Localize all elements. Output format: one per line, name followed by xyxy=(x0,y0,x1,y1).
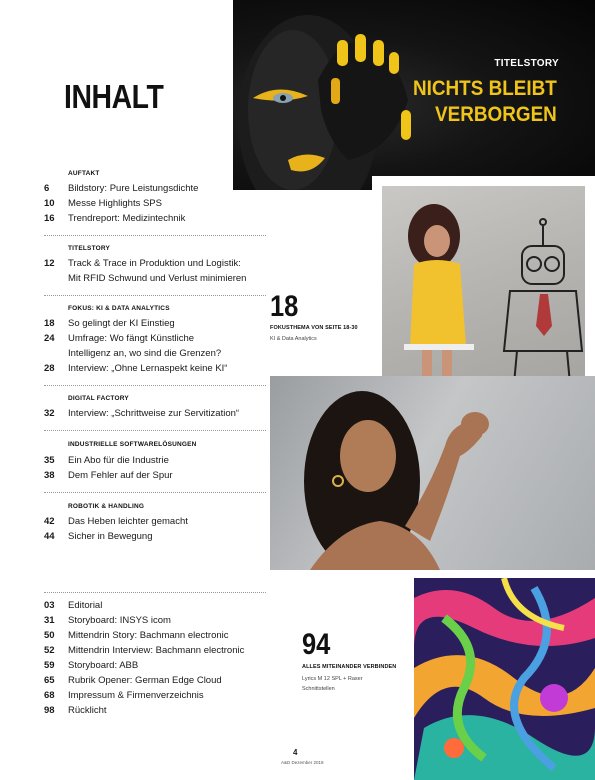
woman-flexing-illustration xyxy=(270,376,595,570)
cover-kicker: TITELSTORY xyxy=(494,58,559,69)
section-head-digital-factory: DIGITAL FACTORY xyxy=(68,395,129,402)
focus-label-18: FOKUSTHEMA VON SEITE 18-30 xyxy=(270,325,358,331)
page-number: 68 xyxy=(44,690,55,701)
entry-title: Interview: „Schrittweise zur Servitization“ xyxy=(68,408,240,419)
toc-entry[interactable] xyxy=(44,361,227,376)
folio-page-number: 4 xyxy=(293,748,298,757)
page-number: 42 xyxy=(44,516,55,527)
section-head-robotik: ROBOTIK & HANDLING xyxy=(68,503,145,510)
entry-title: Trendreport: Medizintechnik xyxy=(68,213,186,224)
entry-title: Messe Highlights SPS xyxy=(68,198,162,209)
rubrik-entry[interactable] xyxy=(44,598,102,613)
rubrik-entry[interactable] xyxy=(44,658,138,673)
entry-title: Mittendrin Interview: Bachmann electronic xyxy=(68,645,245,656)
page-number: 38 xyxy=(44,470,55,481)
page-number: 50 xyxy=(44,630,55,641)
divider xyxy=(44,235,266,236)
entry-title: Dem Fehler auf der Spur xyxy=(68,470,173,481)
divider xyxy=(44,295,266,296)
toc-entry[interactable] xyxy=(44,406,239,421)
robot-photo-frame xyxy=(382,186,585,386)
focus-sub-18: KI & Data Analytics xyxy=(270,336,317,342)
entry-title: Sicher in Bewegung xyxy=(68,531,153,542)
divider xyxy=(44,492,266,493)
entry-title: Umfrage: Wo fängt Künstliche xyxy=(68,333,195,344)
page-number: 35 xyxy=(44,455,55,466)
entry-title: Storyboard: ABB xyxy=(68,660,139,671)
toc-entry[interactable] xyxy=(44,211,185,226)
page-number: 24 xyxy=(44,333,55,344)
entry-title: Das Heben leichter gemacht xyxy=(68,516,188,527)
entry-title: Bildstory: Pure Leistungsdichte xyxy=(68,183,199,194)
toc-entry[interactable] xyxy=(44,529,153,544)
rubrik-entry[interactable] xyxy=(44,673,222,688)
entry-title: Impressum & Firmenverzeichnis xyxy=(68,690,204,701)
page-title: INHALT xyxy=(64,78,164,115)
cover-headline-line1: NICHTS BLEIBT xyxy=(413,77,557,100)
cover-image[interactable] xyxy=(233,0,595,190)
page-number: 52 xyxy=(44,645,55,656)
toc-entry[interactable] xyxy=(44,256,241,271)
page-number: 31 xyxy=(44,615,55,626)
focus-sub-94-line1: Lyrics M 12 SPL + Raser xyxy=(302,676,363,682)
page-number: 98 xyxy=(44,705,55,716)
entry-title-continued: Intelligenz an, wo sind die Grenzen? xyxy=(68,348,222,359)
page-number: 28 xyxy=(44,363,55,374)
page-number: 18 xyxy=(44,318,55,329)
focus-number-94[interactable]: 94 xyxy=(302,628,331,661)
woman-and-robot-illustration xyxy=(382,186,585,386)
folio-publication: A&D Dezember 2019 xyxy=(281,760,324,765)
page-number: 12 xyxy=(44,258,55,269)
page-number: 6 xyxy=(44,183,50,194)
page-number: 59 xyxy=(44,660,55,671)
page-number: 16 xyxy=(44,213,55,224)
toc-entry[interactable] xyxy=(44,453,169,468)
cover-headline xyxy=(413,76,557,128)
toc-entry[interactable] xyxy=(44,181,198,196)
page-number: 10 xyxy=(44,198,55,209)
section-head-industrielle-software: INDUSTRIELLE SOFTWARELÖSUNGEN xyxy=(68,441,197,448)
entry-title: Track & Trace in Produktion und Logistik: xyxy=(68,258,241,269)
entry-title-continued: Mit RFID Schwund und Verlust minimieren xyxy=(68,273,247,284)
page-number: 32 xyxy=(44,408,55,419)
rubrik-entry[interactable] xyxy=(44,688,204,703)
page-number: 44 xyxy=(44,531,55,542)
woman-flexing-photo[interactable] xyxy=(270,376,595,570)
page-number: 65 xyxy=(44,675,55,686)
entry-title: Interview: „Ohne Lernaspekt keine KI“ xyxy=(68,363,228,374)
entry-title: Rücklicht xyxy=(68,705,107,716)
entry-title: Ein Abo für die Industrie xyxy=(68,455,169,466)
focus-label-94: ALLES MITEINANDER VERBINDEN xyxy=(302,664,397,670)
entry-title: Mittendrin Story: Bachmann electronic xyxy=(68,630,229,641)
toc-entry[interactable] xyxy=(44,514,188,529)
entry-title: Storyboard: INSYS icom xyxy=(68,615,171,626)
toc-entry[interactable] xyxy=(44,196,162,211)
rubrik-entry[interactable] xyxy=(44,643,244,658)
entry-title: So gelingt der KI Einstieg xyxy=(68,318,175,329)
robot-photo[interactable] xyxy=(372,176,595,396)
toc-entry[interactable] xyxy=(44,468,173,483)
page-number: 03 xyxy=(44,600,55,611)
rubrik-entry[interactable] xyxy=(44,613,171,628)
toc-entry[interactable] xyxy=(44,316,175,331)
entry-title: Editorial xyxy=(68,600,103,611)
abstract-art-photo[interactable] xyxy=(414,578,595,780)
divider xyxy=(44,385,266,386)
divider xyxy=(44,430,266,431)
section-head-auftakt: AUFTAKT xyxy=(68,170,100,177)
toc-entry[interactable] xyxy=(44,331,194,346)
divider xyxy=(44,592,266,593)
cover-headline-line2: VERBORGEN xyxy=(435,103,557,126)
rubrik-entry[interactable] xyxy=(44,703,107,718)
section-head-fokus: FOKUS: KI & DATA ANALYTICS xyxy=(68,305,170,312)
section-head-titelstory: TITELSTORY xyxy=(68,245,111,252)
rubrik-entry[interactable] xyxy=(44,628,229,643)
focus-number-18[interactable]: 18 xyxy=(270,290,299,323)
focus-sub-94-line2: Schnittstellen xyxy=(302,686,335,692)
entry-title: Rubrik Opener: German Edge Cloud xyxy=(68,675,222,686)
abstract-art-illustration xyxy=(414,578,595,780)
